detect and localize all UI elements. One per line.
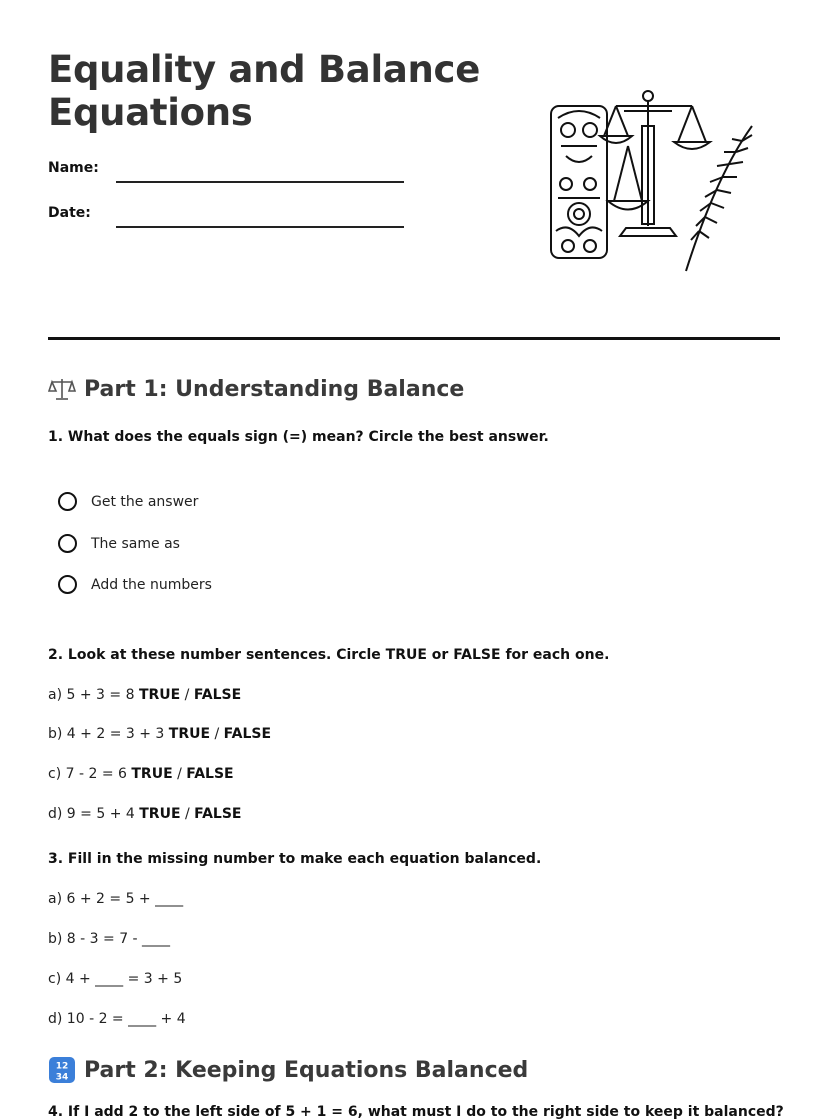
false-option[interactable]: FALSE: [223, 726, 272, 742]
answer-option[interactable]: [58, 534, 180, 553]
section-divider: [48, 337, 780, 340]
answer-option[interactable]: [58, 575, 212, 594]
true-option[interactable]: TRUE: [131, 766, 173, 782]
true-option[interactable]: TRUE: [139, 806, 181, 822]
balance-scale-icon: [48, 375, 76, 403]
fill-in-equation[interactable]: a) 6 + 2 = 5 + ____: [48, 891, 184, 907]
question-2-prompt: 2. Look at these number sentences. Circle TRUE or FALSE for each one.: [48, 647, 610, 663]
equation-text: c) 7 - 2 = 6: [48, 766, 127, 782]
title-line-2: Equations: [48, 91, 253, 134]
answer-option-label: Add the numbers: [91, 576, 212, 593]
true-false-item: [48, 806, 242, 822]
balance-scales-icon: [600, 91, 710, 236]
part1-heading: [48, 375, 464, 403]
svg-text:34: 34: [55, 1072, 69, 1083]
true-false-item: [48, 726, 271, 742]
answer-circle[interactable]: [58, 534, 77, 553]
answer-option[interactable]: [58, 492, 198, 511]
false-option[interactable]: FALSE: [194, 806, 242, 822]
page-title: [48, 48, 480, 134]
carved-pou-icon: [551, 106, 607, 258]
true-false-separator: /: [180, 687, 194, 703]
fill-in-equation[interactable]: b) 8 - 3 = 7 - ____: [48, 931, 171, 947]
equation-text: d) 9 = 5 + 4: [48, 806, 135, 822]
true-false-separator: /: [180, 806, 195, 822]
fill-in-equation[interactable]: d) 10 - 2 = ____ + 4: [48, 1011, 186, 1027]
answer-circle[interactable]: [58, 492, 77, 511]
true-option[interactable]: TRUE: [168, 726, 211, 742]
true-false-item: [48, 766, 234, 782]
title-line-1: Equality and Balance: [48, 48, 480, 91]
equation-text: a) 5 + 3 = 8: [48, 687, 135, 703]
scales-carving-fern-illustration: [546, 86, 758, 276]
true-option[interactable]: TRUE: [138, 687, 181, 703]
answer-circle[interactable]: [58, 575, 77, 594]
part1-heading-text: Part 1: Understanding Balance: [84, 376, 465, 402]
part2-heading: [48, 1056, 528, 1084]
date-field[interactable]: [116, 226, 404, 228]
question-3-prompt: 3. Fill in the missing number to make each equation balanced.: [48, 851, 542, 867]
svg-text:12: 12: [55, 1061, 69, 1072]
numbers-1234-icon: [48, 1056, 76, 1084]
name-label: Name:: [48, 160, 99, 176]
fill-in-equation[interactable]: c) 4 + ____ = 3 + 5: [48, 971, 183, 987]
false-option[interactable]: FALSE: [186, 766, 234, 782]
true-false-separator: /: [210, 726, 224, 742]
question-1-prompt: 1. What does the equals sign (=) mean? Circle the best answer.: [48, 429, 549, 445]
false-option[interactable]: FALSE: [193, 687, 242, 703]
answer-option-label: Get the answer: [91, 493, 199, 510]
name-field[interactable]: [116, 181, 404, 183]
equation-text: b) 4 + 2 = 3 + 3: [48, 726, 165, 742]
part2-heading-text: Part 2: Keeping Equations Balanced: [84, 1057, 529, 1083]
answer-option-label: The same as: [91, 535, 180, 552]
date-label: Date:: [48, 205, 91, 221]
true-false-separator: /: [172, 766, 187, 782]
true-false-item: [48, 687, 241, 703]
question-4-prompt: 4. If I add 2 to the left side of 5 + 1 = 6, what must I do to the right side to keep it balanced?: [48, 1104, 784, 1120]
